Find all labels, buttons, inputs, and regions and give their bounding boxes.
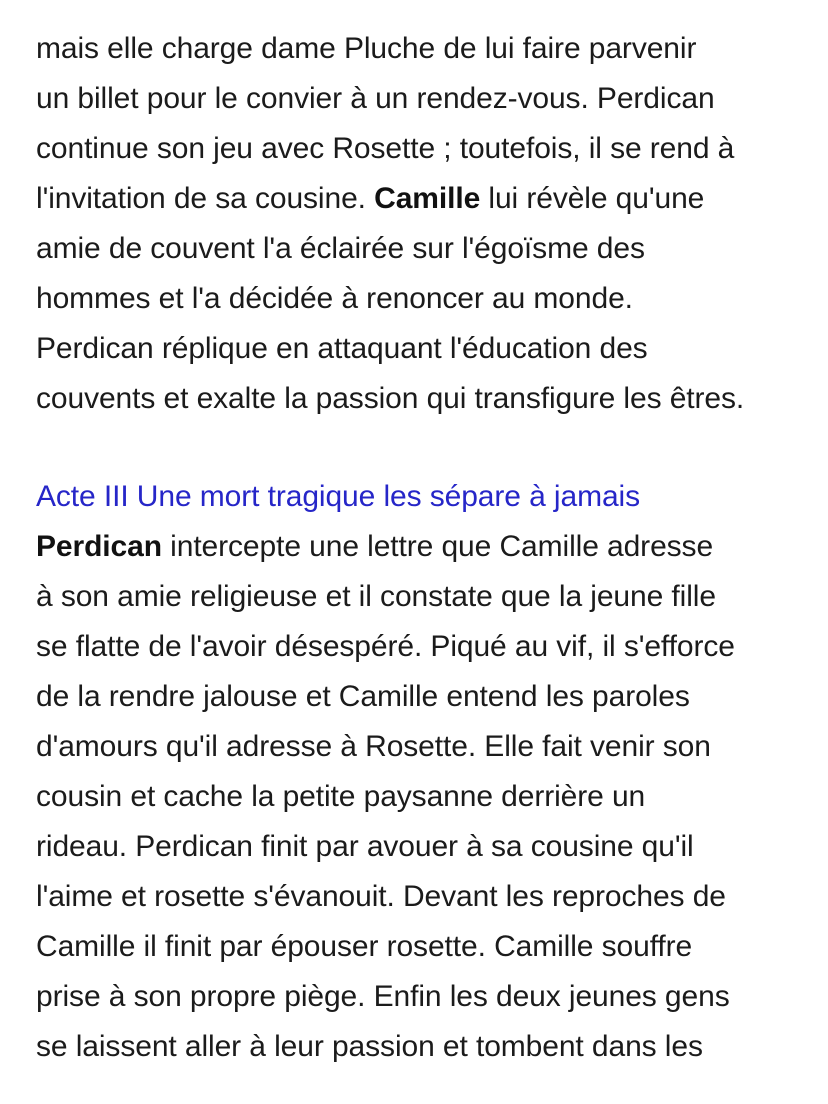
text-line: hommes et l'a décidée à renoncer au monde. — [36, 282, 633, 315]
text-line: rideau. Perdican finit par avouer à sa cousine qu'il — [36, 830, 694, 863]
text-line: Camille il finit par épouser rosette. Camille souffre — [36, 930, 693, 963]
character-name-camille: Camille — [374, 182, 481, 215]
paragraph-summary-act-3 — [36, 522, 806, 1072]
paragraph-summary-act-2 — [36, 24, 806, 424]
text-line: à son amie religieuse et il constate que la jeune fille — [36, 580, 716, 613]
text-line: cousin et cache la petite paysanne derrière un — [36, 780, 646, 813]
text-line: se flatte de l'avoir désespéré. Piqué au vif, il s'efforce — [36, 630, 735, 663]
text-line: mais elle charge dame Pluche de lui faire parvenir — [36, 32, 697, 65]
text-line — [36, 174, 806, 224]
text-span: intercepte une lettre que Camille adresse — [161, 530, 714, 563]
text-line: l'aime et rosette s'évanouit. Devant les reproches de — [36, 880, 726, 913]
text-line — [36, 522, 806, 572]
text-line: un billet pour le convier à un rendez-vous. Perdican — [36, 82, 715, 115]
text-line: prise à son propre piège. Enfin les deux jeunes gens — [36, 980, 730, 1013]
text-line: amie de couvent l'a éclairée sur l'égoïsme des — [36, 232, 645, 265]
paragraph-spacer — [36, 424, 806, 472]
text-line: d'amours qu'il adresse à Rosette. Elle fait venir son — [36, 730, 711, 763]
text-line: couvents et exalte la passion qui transfigure les êtres. — [36, 382, 745, 415]
text-line: de la rendre jalouse et Camille entend les paroles — [36, 680, 690, 713]
section-heading-act-3: Acte III Une mort tragique les sépare à jamais — [36, 480, 641, 513]
text-span: l'invitation de sa cousine. — [36, 182, 375, 215]
text-line: continue son jeu avec Rosette ; toutefois, il se rend à — [36, 132, 735, 165]
text-span: lui révèle qu'une — [480, 182, 705, 215]
document-body — [36, 24, 806, 1072]
text-line: se laissent aller à leur passion et tombent dans les — [36, 1030, 703, 1063]
character-name-perdican: Perdican — [36, 530, 162, 563]
text-line: Perdican réplique en attaquant l'éducation des — [36, 332, 648, 365]
